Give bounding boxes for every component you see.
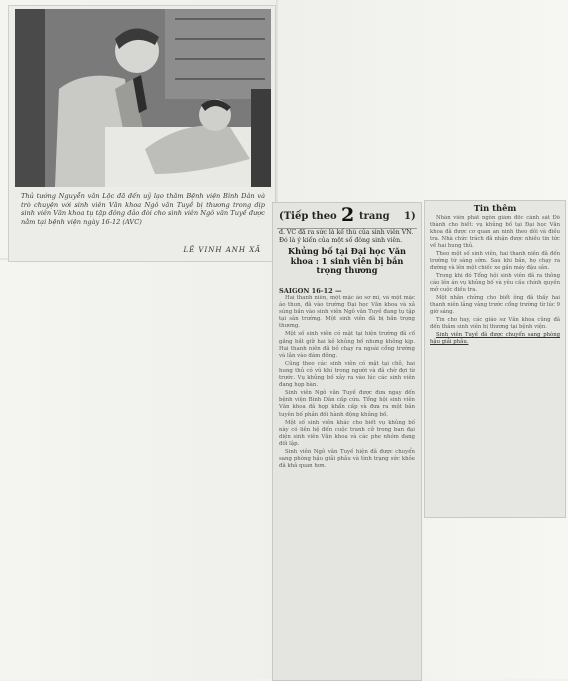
continued-label: (Tiếp theo xyxy=(279,211,337,222)
side-paragraph: Tin cho hay, các giáo sư Văn khoa cũng đã đến thăm sinh viên bị thương tại bệnh viện. xyxy=(430,317,560,330)
side-paragraph: Theo một số sinh viên, hai thanh niên đã đến trường từ sáng sớm. Sau khi bắn, họ chạy ra đường và lên một chiếc xe gắn máy đậu sẵn. xyxy=(430,251,560,271)
side-body xyxy=(430,215,560,513)
article-lead: đ. VC đã ra sức là kế thù của sinh viên VN. Đó là ý kiến của một số đông sinh viên. xyxy=(279,229,414,244)
article-dateline: SAIGON 16-12 — xyxy=(279,287,342,295)
side-paragraph: Một nhân chứng cho biết ông đã thấy hai thanh niên lảng vảng trước cổng trường từ lúc 9 giờ sáng. xyxy=(430,295,560,315)
article-clipping xyxy=(272,202,422,681)
continued-header xyxy=(277,206,417,229)
article-paragraph: Sinh viên Ngô văn Tuyề hiện đã được chuyển sang phòng hậu giải phẫu và tình trạng sức khỏe đã khả quan hơn. xyxy=(279,448,415,470)
side-title: Tin thêm xyxy=(473,203,517,213)
photo-clipping xyxy=(8,5,276,262)
article-body xyxy=(279,295,415,675)
photo-byline: LÊ VINH ANH XÃ xyxy=(183,246,261,254)
side-paragraph: Nhân viên phát ngôn giám đốc cảnh sát Đô thành cho biết: vụ khủng bố tại Đại học Văn khoa đã được cơ quan an ninh theo dõi và điều tra. Nhà chức trách đã nhận được nhiều tin tức về hai hung thủ. xyxy=(430,215,560,249)
article-headline: Khủng bố tại Đại học Văn khoa : 1 sinh viên bị bắn trọng thương xyxy=(288,246,406,276)
article-paragraph: Hai thanh niên, một mặc áo sơ mi, và một mặc áo thun, đã vào trường Đại học Văn khoa và xả súng bắn vào sinh viên Ngô văn Tuyề đang tụ tập tại sân trường. Một sinh viên đã bị bắn trọng thương. xyxy=(279,295,415,330)
article-paragraph: Cũng theo các sinh viên có mặt tại chỗ, hai hung thủ có vũ khí trong người và đã chờ đợi từ trước. Vụ khủng bố xảy ra vào lúc các sinh viên đang họp bàn. xyxy=(279,360,415,389)
side-clipping xyxy=(424,200,566,518)
photo-caption: Thủ tướng Nguyễn văn Lộc đã đến uỷ lạo thăm Bệnh viện Bình Dân và trò chuyện với sinh viên Văn khoa Ngô văn Tuyề bị thương trong dịp sinh viên Văn khoa tụ tập đông đảo đòi cho sinh viên Ngô văn Tuyề được nằm tại bệnh viện ngày 16-12 (AVC) xyxy=(21,192,265,226)
side-paragraph: Trong khi đó Tổng hội sinh viên đã ra thông cáo lên án vụ khủng bố và yêu cầu chính quyền mở cuộc điều tra. xyxy=(430,273,560,293)
article-paragraph: Một số sinh viên khác cho biết vụ khủng bố này có liên hệ đến cuộc tranh cử trong ban đại diện sinh viên Văn khoa và các phe nhóm đang đối lập. xyxy=(279,419,415,447)
continued-from: 1) xyxy=(404,211,416,222)
side-underlined-text: Sinh viên Tuyề đã được chuyển sang phòng hậu giải phẫu. xyxy=(430,332,560,345)
continued-page-number: 2 xyxy=(341,204,355,226)
article-paragraph: Một số sinh viên có mặt tại hiện trường đã cố gắng bắt giữ hai kẻ khủng bố nhưng không kịp. Hai thanh niên đã bỏ chạy ra ngoài cổng trường và lẫn vào đám đông. xyxy=(279,331,415,359)
article-paragraph: Sinh viên Ngô văn Tuyề được đưa ngay đến bệnh viện Bình Dân cấp cứu. Tổng hội sinh viên Văn khoa đã họp khẩn cấp và đưa ra một bản tuyên bố phản đối hành động khủng bố. xyxy=(279,390,415,418)
continued-word: trang xyxy=(359,211,390,222)
news-photo xyxy=(15,9,271,187)
